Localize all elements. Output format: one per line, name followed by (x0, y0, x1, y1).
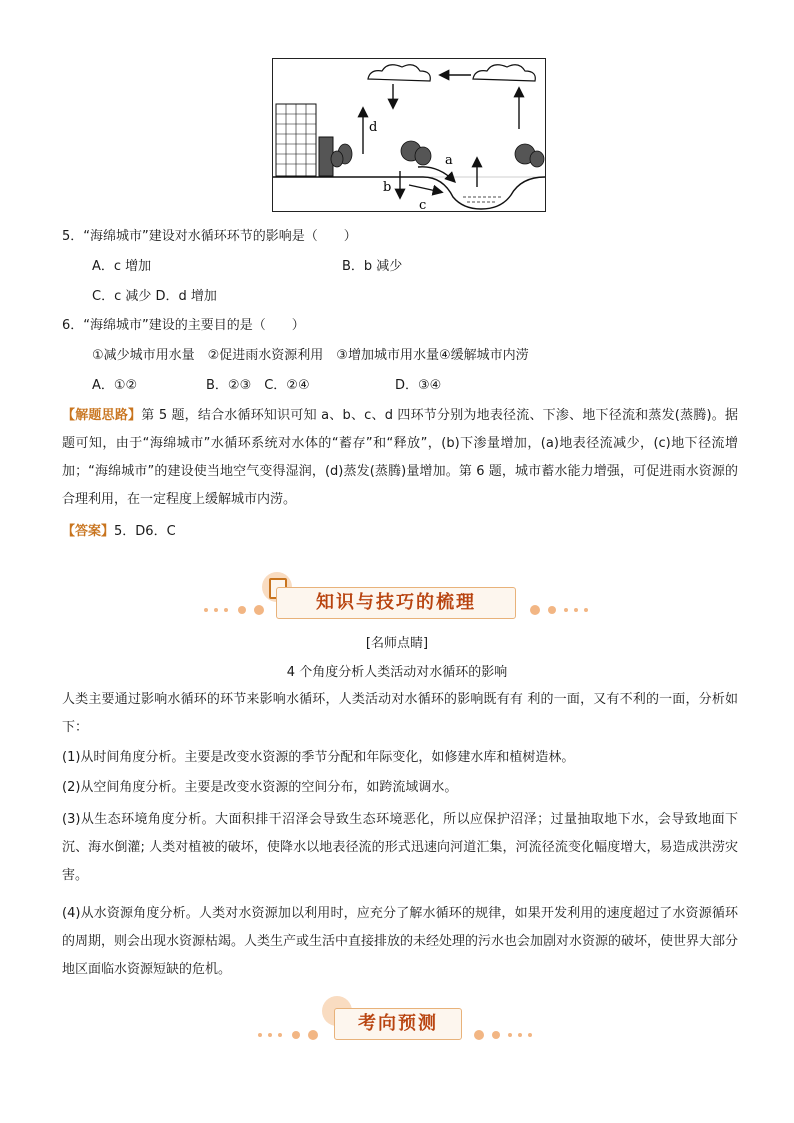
q6-option-a: A．①② (92, 378, 138, 393)
label-b: b (383, 180, 392, 195)
q5-option-a: A．c 增加 (92, 259, 152, 274)
label-a: a (445, 153, 453, 168)
water-cycle-diagram (273, 59, 545, 211)
banner1-dots-left (204, 605, 268, 615)
analysis-tag: 【解题思路】 (62, 408, 142, 423)
answer-tag: 【答案】 (62, 524, 115, 539)
q5-option-b: B．b 减少 (342, 259, 403, 274)
tip-label: [名师点睛] (365, 636, 429, 651)
cloud-left (368, 65, 430, 81)
pond (463, 197, 501, 202)
point-3: (3)从生态环境角度分析。大面积排干沼泽会导致生态环境恶化，所以应保护沼泽；过量抽取地下水，会导致地面下沉、海水倒灌; 人类对植被的破坏，使降水以地表径流的形式迅速向河道汇集，河流径流变化幅度增大，易造成洪涝灾害。 (62, 812, 738, 883)
tip-title: 4 个角度分析人类活动对水循环的影响 (286, 665, 508, 680)
point-4: (4)从水资源角度分析。人类对水资源加以利用时，应充分了解水循环的规律，如果开发利用的速度超过了水资源循环的周期，则会出现水资源枯竭。人类生产或生活中直接排放的未经处理的污水也会加剧对水资源的破坏，使世界大部分地区面临水资源短缺的危机。 (62, 906, 739, 977)
analysis-paragraph (62, 402, 738, 514)
answer-text: 5．D6．C (114, 524, 176, 539)
point-2: (2)从空间角度分析。主要是改变水资源的空间分布，如跨流域调水。 (62, 780, 458, 795)
q5-option-cd: C．c 减少 D．d 增加 (92, 289, 217, 304)
banner2-dots-left (258, 1030, 322, 1040)
q6-items: ①减少城市用水量 ②促进雨水资源利用 ③增加城市用水量④缓解城市内涝 (92, 348, 529, 363)
banner2-dots-right (474, 1030, 538, 1040)
label-c: c (419, 198, 427, 211)
point-1: (1)从时间角度分析。主要是改变水资源的季节分配和年际变化，如修建水库和植树造林。 (62, 750, 575, 765)
intro-paragraph: 人类主要通过影响水循环的环节来影响水循环，人类活动对水循环的影响既有有 利的一面，又有不利的一面，分析如下： (62, 692, 738, 735)
cloud-right (473, 65, 535, 81)
ground (273, 177, 545, 209)
q5-stem: 5．“海绵城市”建设对水循环环节的影响是（ ） (62, 229, 357, 244)
q6-option-d: D．③④ (395, 378, 442, 393)
label-d: d (369, 120, 378, 135)
water-cycle-figure (272, 58, 546, 212)
section2-title: 考向预测 (334, 1008, 462, 1040)
arrow-c (409, 185, 441, 192)
section1-title: 知识与技巧的梳理 (276, 587, 516, 619)
q6-option-bc: B．②③ C．②④ (206, 378, 310, 393)
answer-line (62, 522, 176, 542)
analysis-text: 第 5 题，结合水循环知识可知 a、b、c、d 四环节分别为地表径流、下渗、地下径流和蒸发(蒸腾)。据题可知，由于“海绵城市”水循环系统对水体的“蓄存”和“释放”，(b)下渗量增加，(a)地表径流减少，(c)地下径流增加；“海绵城市”的建设使当地空气变得湿润，(d)蒸发(蒸腾)量增加。第 6 题，城市蓄水能力增强，可促进雨水资源的合理利用，在一定程度上缓解城市内涝。 (62, 408, 738, 507)
q6-stem: 6．“海绵城市”建设的主要目的是（ ） (62, 318, 305, 333)
banner1-dots-right (530, 605, 594, 615)
